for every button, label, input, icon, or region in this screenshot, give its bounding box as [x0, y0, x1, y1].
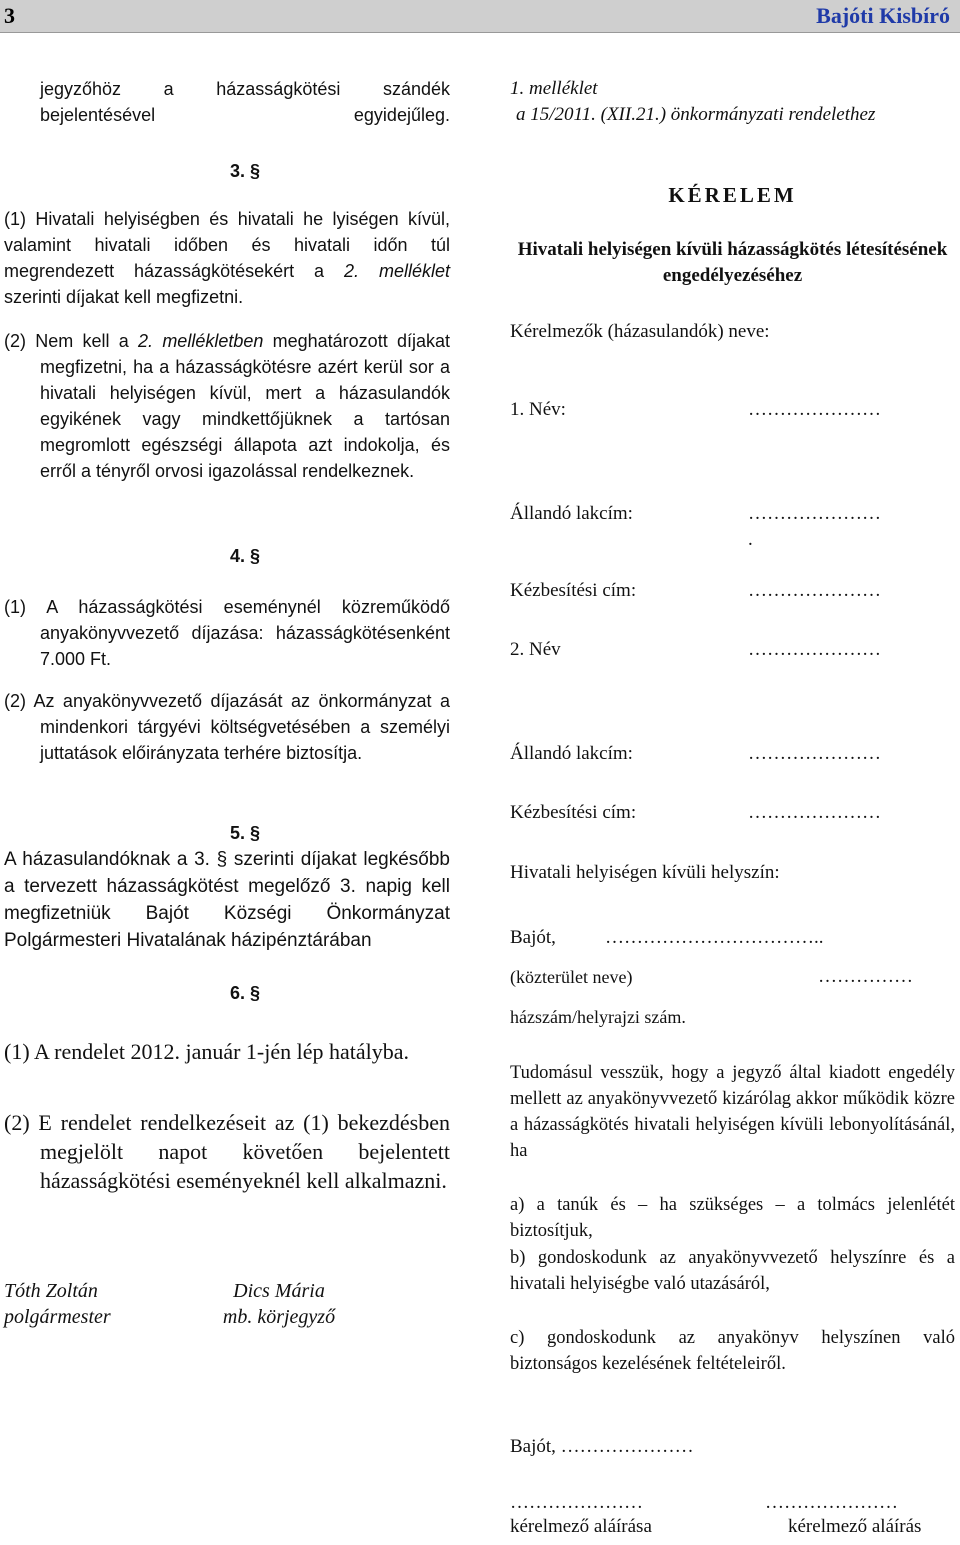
delivery-address-1-field: ………………… — [748, 580, 881, 601]
venue-town-field: …………………………….. — [605, 927, 824, 948]
permanent-address-2-label: Állandó lakcím: — [510, 743, 633, 764]
name-1-label: 1. Név: — [510, 399, 566, 420]
applicant-1-signature-line: ………………… — [510, 1492, 643, 1513]
applicant-2-signature-label: kérelmező aláírás — [788, 1516, 922, 1537]
request-subtitle: Hivatali helyiségen kívüli házasságkötés létesítésének engedélyezéséhez — [517, 239, 948, 286]
section-3-heading: 3. § — [229, 161, 261, 181]
section-5-heading: 5. § — [229, 823, 261, 843]
mayor-title: polgármester — [4, 1306, 111, 1328]
signature-mayor — [4, 1278, 111, 1330]
notary-name: Dics Mária — [233, 1280, 325, 1302]
request-title: KÉRELEM — [668, 183, 797, 207]
acknowledgement-paragraph: Tudomásul vesszük, hogy a jegyző által kiadott engedély mellett az anyakönyvvezető kizárólag akkor működik közre a házasságkötés hivatali helyiségen kívüli lebonyolításánál, ha — [510, 1063, 955, 1161]
signature-notary — [204, 1278, 354, 1330]
publication-title: Bajóti Kisbíró — [816, 3, 950, 28]
permanent-address-1-field: ………………… — [748, 503, 881, 524]
mayor-name: Tóth Zoltán — [4, 1280, 98, 1302]
street-name-field: …………… — [818, 966, 913, 987]
permanent-address-1-label: Állandó lakcím: — [510, 503, 633, 524]
applicants-names-label: Kérelmezők (házasulandók) neve: — [510, 321, 770, 342]
name-1-field: ………………… — [748, 399, 881, 420]
section-4-paragraph-1: (1) A házasságkötési eseménynél közreműködő anyakönyvvezető díjazása: házasságkötésenként 7.000 Ft. — [4, 597, 450, 669]
annex-regulation: a 15/2011. (XII.21.) önkormányzati rendelethez — [516, 104, 876, 125]
permanent-address-1-field-end: . — [748, 529, 753, 550]
delivery-address-1-label: Kézbesítési cím: — [510, 580, 637, 601]
delivery-address-2-label: Kézbesítési cím: — [510, 802, 637, 823]
permanent-address-2-field: ………………… — [748, 743, 881, 764]
house-number-label: házszám/helyrajzi szám. — [510, 1007, 686, 1027]
page-number: 3 — [4, 3, 15, 28]
section-3-paragraph-2: (2) Nem kell a 2. mellékletben meghatározott díjakat megfizetni, ha a házasságkötésre azért kerül sor a hivatali helyiségen kívül, mert a házasulandók egyikének vagy mindkettőjüknek a tartósan megromlott egészségi állapota azt indokolja, és erről a tényről orvosi igazolással rendelkeznek. — [4, 331, 450, 481]
annex-number: 1. melléklet — [510, 78, 598, 99]
section-6-paragraph-2: (2) E rendelet rendelkezéseit az (1) bekezdésben megjelölt napot követően bejelentett házasságkötési eseményeknél kell alkalmazni. — [4, 1110, 450, 1193]
street-name-label: (közterület neve) — [510, 967, 633, 987]
section-4-heading: 4. § — [229, 546, 261, 566]
applicant-1-signature-label: kérelmező aláírása — [510, 1516, 652, 1537]
applicant-2-signature-line: ………………… — [765, 1492, 898, 1513]
continued-paragraph: jegyzőhöz a házasságkötési szándék bejelentésével egyidejűleg. — [40, 79, 450, 125]
section-4-paragraph-2: (2) Az anyakönyvvezető díjazását az önkormányzat a mindenkori tárgyévi költségvetésében a személyi juttatások előirányzata terhére biztosítja. — [4, 691, 450, 763]
name-2-field: ………………… — [748, 639, 881, 660]
section-6-paragraph-1: (1) A rendelet 2012. január 1-jén lép hatályba. — [4, 1039, 410, 1064]
page-header — [0, 0, 960, 33]
condition-a: a) a tanúk és – ha szükséges – a tolmács jelenlétét biztosítjuk, — [510, 1195, 955, 1241]
section-3-paragraph-1: (1) Hivatali helyiségben és hivatali he lyiségen kívül, valamint hivatali időben és hivatali időn túl megrendezett házasságkötésekért a 2. melléklet szerinti díjakat kell megfizetni. — [4, 209, 450, 307]
condition-b: b) gondoskodunk az anyakönyvvezető helyszínre és a hivatali helyiségbe való utazásáról, — [510, 1248, 955, 1294]
delivery-address-2-field: ………………… — [748, 802, 881, 823]
section-5-paragraph: A házasulandóknak a 3. § szerinti díjakat legkésőbb a tervezett házasságkötést megelőző 3. napig kell megfizetniük Bajót Községi Önkormányzat Polgármesteri Hivatalának házipénztárában — [4, 849, 450, 951]
annex-reference — [510, 76, 875, 128]
notary-title: mb. körjegyző — [222, 1306, 336, 1328]
name-2-label: 2. Név — [510, 639, 561, 660]
venue-label: Hivatali helyiségen kívüli helyszín: — [510, 862, 780, 883]
date-place-line: Bajót, ………………… — [510, 1436, 694, 1457]
condition-c: c) gondoskodunk az anyakönyv helyszínen való biztonságos kezelésének feltételeiről. — [510, 1328, 955, 1374]
venue-town-label: Bajót, — [510, 927, 556, 948]
section-6-heading: 6. § — [229, 983, 261, 1003]
